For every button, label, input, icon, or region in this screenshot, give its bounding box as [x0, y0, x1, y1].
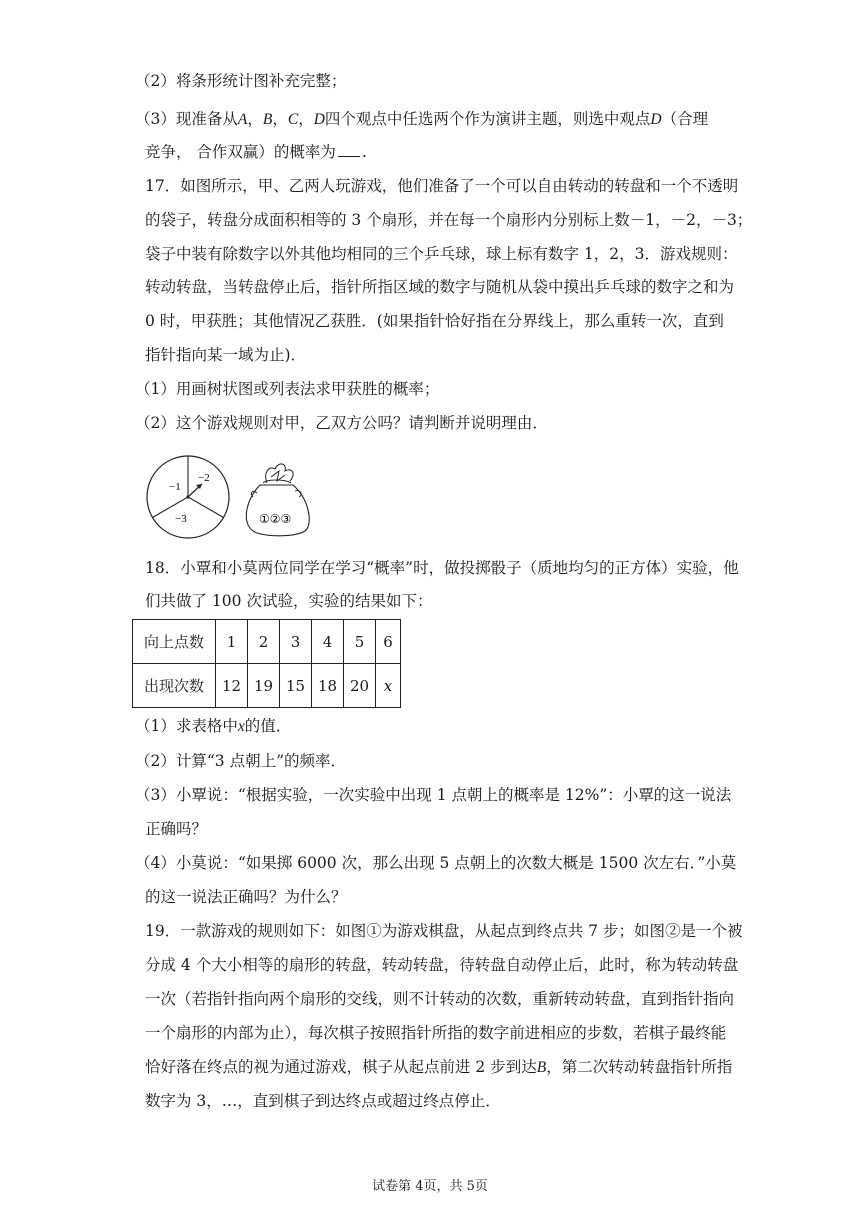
text: . — [361, 143, 367, 161]
bag-balls: ①②③ — [259, 512, 292, 526]
q19-line6: 数字为 3，…，直到棋子到达终点或超过终点停止． — [145, 1092, 501, 1110]
spinner-label-3: −3 — [175, 513, 187, 525]
q18-part1 — [135, 716, 291, 737]
table-cell: 4 — [312, 620, 344, 664]
table-cell: x — [376, 664, 401, 708]
q17-line4: 转动转盘，当转盘停止后，指针所指区域的数字与随机从袋中摸出乒乓球的数字之和为 — [145, 278, 735, 296]
table-cell: 6 — [376, 620, 401, 664]
var-b: B — [262, 111, 273, 128]
var-d2: D — [650, 111, 662, 128]
q18-part3-line1: （3）小覃说：“根据实验，一次实验中出现 1 点朝上的概率是 12%”：小覃的这一说法 — [135, 786, 732, 804]
spinner — [147, 456, 229, 538]
q18-part2: （2）计算“3 点朝上”的频率． — [135, 752, 346, 770]
var-d: D — [313, 111, 325, 128]
text: 四个观点中任选两个作为演讲主题，则选中观点 — [324, 110, 651, 128]
q17-line6: 指针指向某一域为止)． — [145, 346, 307, 364]
answer-blank — [338, 142, 360, 157]
text: 恰好落在终点的视为通过游戏，棋子从起点前进 2 步到达 — [145, 1058, 537, 1076]
q16-part3-line1: （3）现准备从A，B，C，D四个观点中任选两个作为演讲主题，则选中观点D（合理 — [135, 110, 709, 128]
q19-line3: 一次（若指针指向两个扇形的交线，则不计转动的次数，重新转动转盘，直到指针指向 — [145, 990, 735, 1008]
var-c: C — [287, 111, 299, 128]
row-header: 向上点数 — [133, 620, 216, 664]
q18-line1: 18．小覃和小莫两位同学在学习“概率”时，做投掷骰子（质地均匀的正方体）实验，他 — [145, 559, 739, 577]
q19-line2: 分成 4 个大小相等的扇形的转盘，转动转盘，待转盘自动停止后，此时，称为转动转盘 — [145, 956, 739, 974]
page-footer: 试卷第 4页，共 5页 — [372, 1179, 488, 1194]
table-row — [133, 620, 401, 664]
text: （1）求表格中 — [135, 717, 238, 735]
q17-part2: （2）这个游戏规则对甲，乙双方公吗？请判断并说明理由． — [135, 414, 548, 432]
q19-line1: 19．一款游戏的规则如下：如图①为游戏棋盘，从起点到终点共 7 步；如图②是一个被 — [145, 922, 743, 940]
var-a: A — [237, 111, 248, 128]
q17-line5: 0 时，甲获胜；其他情况乙获胜．(如果指针恰好指在分界线上，那么重转一次，直到 — [145, 312, 724, 330]
q19-line5 — [145, 1057, 732, 1078]
q17-line3: 袋子中装有除数字以外其他均相同的三个乒乓球，球上标有数字 1，2，3．游戏规则： — [145, 245, 738, 263]
q19-line4: 一个扇形的内部为止），每次棋子按照指针所指的数字前进相应的步数，若棋子最终能 — [145, 1024, 727, 1042]
q17-figure — [145, 455, 325, 550]
bag-icon — [246, 464, 309, 536]
q18-part3-line2: 正确吗？ — [145, 820, 208, 838]
q16-part2: （2）将条形统计图补充完整； — [135, 72, 347, 90]
row-header: 出现次数 — [133, 664, 216, 708]
dice-results-table — [132, 619, 401, 708]
q17-part1: （1）用画树状图或列表法求甲获胜的概率； — [135, 380, 440, 398]
var-x: x — [237, 718, 245, 735]
spinner-label-2: −2 — [198, 472, 210, 484]
table-cell: 20 — [344, 664, 376, 708]
table-cell: 5 — [344, 620, 376, 664]
table-cell: 12 — [216, 664, 248, 708]
table-row — [133, 664, 401, 708]
q17-line2: 的袋子，转盘分成面积相等的 3 个扇形，并在每一个扇形内分别标上数－1，－2，－3； — [145, 211, 753, 229]
var-b: B — [536, 1059, 547, 1076]
spinner-label-1: −1 — [169, 481, 181, 493]
table-cell: 15 — [280, 664, 312, 708]
table-cell: 1 — [216, 620, 248, 664]
text: （3）现准备从 — [135, 110, 238, 128]
text: ，第二次转动转盘指针所指 — [546, 1058, 733, 1076]
q18-part4-line2: 的这一说法正确吗？为什么？ — [145, 888, 347, 906]
q18-line2: 们共做了 100 次试验，实验的结果如下： — [145, 592, 433, 610]
table-cell: 2 — [248, 620, 280, 664]
table-cell: 18 — [312, 664, 344, 708]
table-cell: 3 — [280, 620, 312, 664]
q17-line1: 17．如图所示，甲、乙两人玩游戏，他们准备了一个可以自由转动的转盘和一个不透明 — [145, 177, 739, 195]
q16-part3-line2 — [145, 142, 367, 162]
q18-part4-line1: （4）小莫说：“如果掷 6000 次，那么出现 5 点朝上的次数大概是 1500 次左右．”小莫 — [135, 854, 737, 872]
text: 竞争， 合作双赢）的概率为 — [145, 143, 336, 161]
text: （合理 — [661, 110, 709, 128]
table-cell: 19 — [248, 664, 280, 708]
text: 的值． — [244, 717, 292, 735]
